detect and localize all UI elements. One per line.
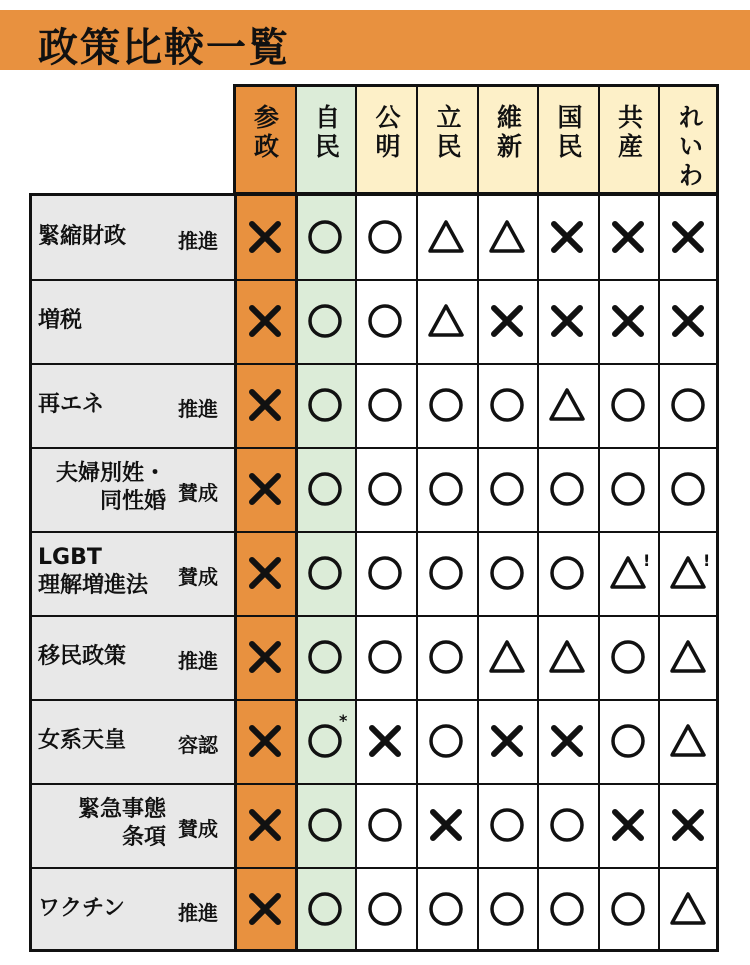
party-name: 自民 xyxy=(311,104,341,162)
row-topic: 増税 xyxy=(38,308,83,333)
row-stance: 推進 xyxy=(178,397,218,421)
row-stance: 容認 xyxy=(178,733,218,757)
party-header-5 xyxy=(537,84,598,195)
party-header-0 xyxy=(235,84,295,195)
party-header-4 xyxy=(477,84,537,195)
row-stance: 推進 xyxy=(178,229,218,253)
row-topic: LGBT 理解増進法 xyxy=(38,545,149,598)
party-header-1 xyxy=(295,84,355,195)
row-stance: 推進 xyxy=(178,901,218,925)
party-header-6 xyxy=(598,84,658,195)
row-stance: 賛成 xyxy=(178,481,218,505)
table-frame xyxy=(29,193,719,952)
row-stance: 賛成 xyxy=(178,817,218,841)
row-stance: 賛成 xyxy=(178,565,218,589)
page-title: 政策比較一覧 xyxy=(38,25,290,71)
party-name: 国民 xyxy=(554,104,583,162)
party-name: 公明 xyxy=(372,104,401,162)
party-name: れいわ xyxy=(675,104,704,191)
row-topic: 女系天皇 xyxy=(38,728,127,753)
row-stance: 推進 xyxy=(178,649,218,673)
row-topic: 緊急事態 条項 xyxy=(77,797,166,850)
party-name: 立民 xyxy=(433,104,462,162)
exclaim-note: ! xyxy=(643,551,651,570)
row-topic: 緊縮財政 xyxy=(38,224,127,249)
party-header-7 xyxy=(658,84,719,195)
party-name: 共産 xyxy=(614,104,644,162)
party-header-2 xyxy=(355,84,416,195)
exclaim-note: ! xyxy=(703,551,711,570)
row-topic: ワクチン xyxy=(38,896,125,921)
party-header-3 xyxy=(416,84,477,195)
row-topic: 移民政策 xyxy=(38,644,127,669)
asterisk-note: * xyxy=(339,711,348,730)
title-bar xyxy=(0,10,750,70)
row-topic: 夫婦別姓・ 同性婚 xyxy=(55,461,166,514)
row-topic: 再エネ xyxy=(38,392,105,417)
party-name: 参政 xyxy=(250,104,280,162)
party-name: 維新 xyxy=(493,104,523,162)
